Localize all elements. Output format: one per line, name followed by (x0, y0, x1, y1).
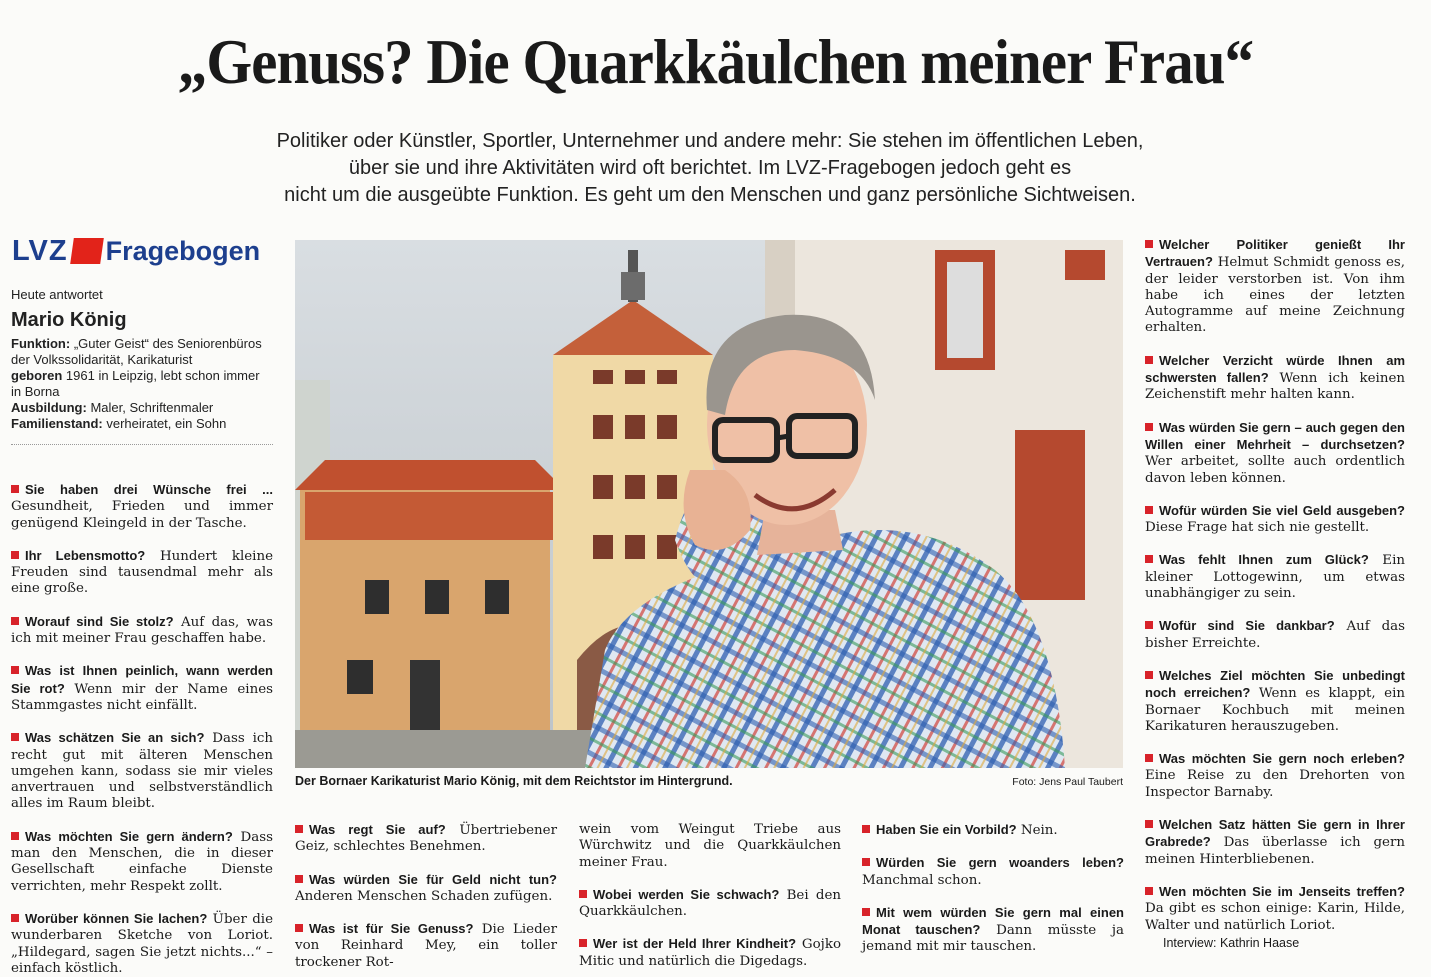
interviewer-credit: Interview: Kathrin Haase (1163, 936, 1300, 950)
qa-item: Welchen Satz hätten Sie gern in Ihrer Grabrede? Das überlasse ich gern meinen Hinterbliebenen. (1145, 817, 1405, 867)
qa-item: Mit wem würden Sie gern mal einen Monat tauschen? Dann müsste ja jemand mit mir tauschen. (862, 904, 1124, 955)
qa-item: Was ist Ihnen peinlich, wann werden Sie rot? Wenn mir der Name eines Stammgastes nicht einfällt. (11, 663, 273, 713)
divider (11, 444, 273, 445)
qa-column-2 (295, 822, 557, 971)
bullet-icon (1145, 240, 1153, 248)
qa-item: Sie haben drei Wünsche frei ... Gesundheit, Frieden und immer genügend Kleingeld in der Tasche. (11, 482, 273, 531)
qa-column-4 (862, 822, 1124, 956)
bullet-icon (862, 825, 870, 833)
qa-item: Was schätzen Sie an sich? Dass ich recht gut mit älteren Menschen umgehen kann, sodass sie mir vieles anvertrauen und selbstverständlich alles im Raum bleibt. (11, 730, 273, 812)
bullet-icon (1145, 621, 1153, 629)
fact-family: Familienstand: verheiratet, ein Sohn (11, 416, 227, 431)
qa-item: Würden Sie gern woanders leben? Manchmal schon. (862, 855, 1124, 888)
intro-line: nicht um die ausgeübte Funktion. Es geht um den Menschen und ganz persönliche Sichtweisen. (284, 184, 1136, 206)
photo-illustration (295, 240, 1123, 768)
logo-square-icon (70, 238, 104, 264)
photo-credit: Foto: Jens Paul Taubert (1012, 776, 1123, 788)
bullet-icon (11, 914, 19, 922)
person-name: Mario König (11, 309, 127, 331)
qa-item: Worauf sind Sie stolz? Auf das, was ich mit meiner Frau geschaffen habe. (11, 613, 273, 647)
qa-item: Wofür sind Sie dankbar? Auf das bisher Erreichte. (1145, 618, 1405, 651)
profile-facts (11, 336, 273, 432)
bullet-icon (1145, 887, 1153, 895)
qa-item: Wofür würden Sie viel Geld ausgeben? Diese Frage hat sich nie gestellt. (1145, 502, 1405, 536)
headline: „Genuss? Die Quarkkäulchen meiner Frau“ (177, 26, 1254, 97)
bullet-icon (862, 908, 870, 916)
fact-function: Funktion: „Guter Geist“ des Seniorenbüros der Volkssolidarität, Karikaturist (11, 336, 262, 367)
qa-item: Haben Sie ein Vorbild? Nein. (862, 822, 1124, 839)
bullet-icon (11, 551, 19, 559)
qa-item: Was fehlt Ihnen zum Glück? Ein kleiner Lottogewinn, um etwas unabhängiger zu sein. (1145, 552, 1405, 602)
qa-item: Wen möchten Sie im Jenseits treffen? Da gibt es schon einige: Karin, Hilde, Walter und natürlich Loriot. (1145, 883, 1405, 933)
qa-column-3 (579, 822, 841, 970)
bullet-icon (1145, 671, 1153, 679)
bullet-icon (1145, 506, 1153, 514)
bullet-icon (1145, 356, 1153, 364)
bullet-icon (11, 666, 19, 674)
bullet-icon (295, 825, 303, 833)
qa-item: Welches Ziel möchten Sie unbedingt noch erreichen? Wenn es klappt, ein Bornaer Kochbuch mit meinen Karikaturen herauszugeben. (1145, 667, 1405, 734)
bullet-icon (11, 733, 19, 741)
qa-item: Was möchten Sie gern noch erleben? Eine Reise zu den Drehorten von Inspector Barnaby. (1145, 751, 1405, 800)
intro-line: über sie und ihre Aktivitäten wird oft berichtet. Im LVZ-Fragebogen jedoch geht es (348, 157, 1072, 179)
bullet-icon (1145, 820, 1153, 828)
intro-line: Politiker oder Künstler, Sportler, Unternehmer und andere mehr: Sie stehen im öffentlichen Leben, (276, 130, 1144, 152)
bullet-icon (1145, 754, 1153, 762)
fact-education: Ausbildung: Maler, Schriftenmaler (11, 400, 214, 415)
logo-lvz: LVZ (12, 234, 68, 267)
qa-item: Ihr Lebensmotto? Hundert kleine Freuden sind tausendmal mehr als eine große. (11, 547, 274, 597)
bullet-icon (295, 875, 303, 883)
qa-item: Welcher Politiker genießt Ihr Vertrauen? Helmut Schmidt genoss es, der leider verstorben ist. Von ihm habe ich eines der letzten Autogramme auf meine Zeichnung erhalten. (1145, 237, 1405, 336)
today-label: Heute antwortet (11, 287, 103, 302)
bullet-icon (1145, 423, 1153, 431)
logo-fragebogen: Fragebogen (105, 235, 261, 266)
qa-item-continued: wein vom Weingut Triebe aus Würchwitz und die Quarkkäulchen meiner Frau. (579, 822, 841, 870)
qa-item: Was möchten Sie gern ändern? Dass man den Menschen, die in dieser Gesellschaft einfache Dienste verrichten, mehr Respekt zollt. (11, 828, 273, 894)
qa-column-left (11, 482, 273, 977)
photo-caption: Der Bornaer Karikaturist Mario König, mit dem Reichtstor im Hintergrund. (295, 774, 733, 788)
bullet-icon (295, 924, 303, 932)
fact-born: geboren 1961 in Leipzig, lebt schon immer in Borna (11, 368, 260, 399)
qa-item: Was würden Sie gern – auch gegen den Willen einer Mehrheit – durchsetzen? Wer arbeitet, sollte auch ordentlich davon leben können. (1145, 419, 1405, 486)
qa-item: Wobei werden Sie schwach? Bei den Quarkkäulchen. (579, 886, 841, 920)
bullet-icon (1145, 555, 1153, 563)
bullet-icon (11, 485, 19, 493)
bullet-icon (11, 617, 19, 625)
portrait-photo (295, 240, 1123, 768)
bullet-icon (862, 858, 870, 866)
bullet-icon (11, 832, 19, 840)
qa-item: Was regt Sie auf? Übertriebener Geiz, schlechtes Benehmen. (295, 822, 557, 855)
bullet-icon (579, 890, 587, 898)
qa-item: Welcher Verzicht würde Ihnen am schwersten fallen? Wenn ich keinen Zeichenstift mehr halten kann. (1145, 352, 1405, 403)
bullet-icon (579, 939, 587, 947)
qa-item: Was würden Sie für Geld nicht tun? Anderen Menschen Schaden zufügen. (295, 871, 557, 904)
qa-item: Was ist für Sie Genuss? Die Lieder von Reinhard Mey, ein toller trockener Rot- (295, 921, 557, 970)
qa-item: Worüber können Sie lachen? Über die wunderbaren Sketche von Loriot. „Hildegard, sagen Sie jetzt nichts...“ – einfach köstlich. (11, 910, 273, 976)
qa-item: Wer ist der Held Ihrer Kindheit? Gojko Mitic und natürlich die Digedags. (579, 936, 842, 969)
lvz-fragebogen-logo (12, 234, 260, 268)
qa-column-right (1145, 237, 1405, 934)
intro-text (200, 128, 1220, 209)
